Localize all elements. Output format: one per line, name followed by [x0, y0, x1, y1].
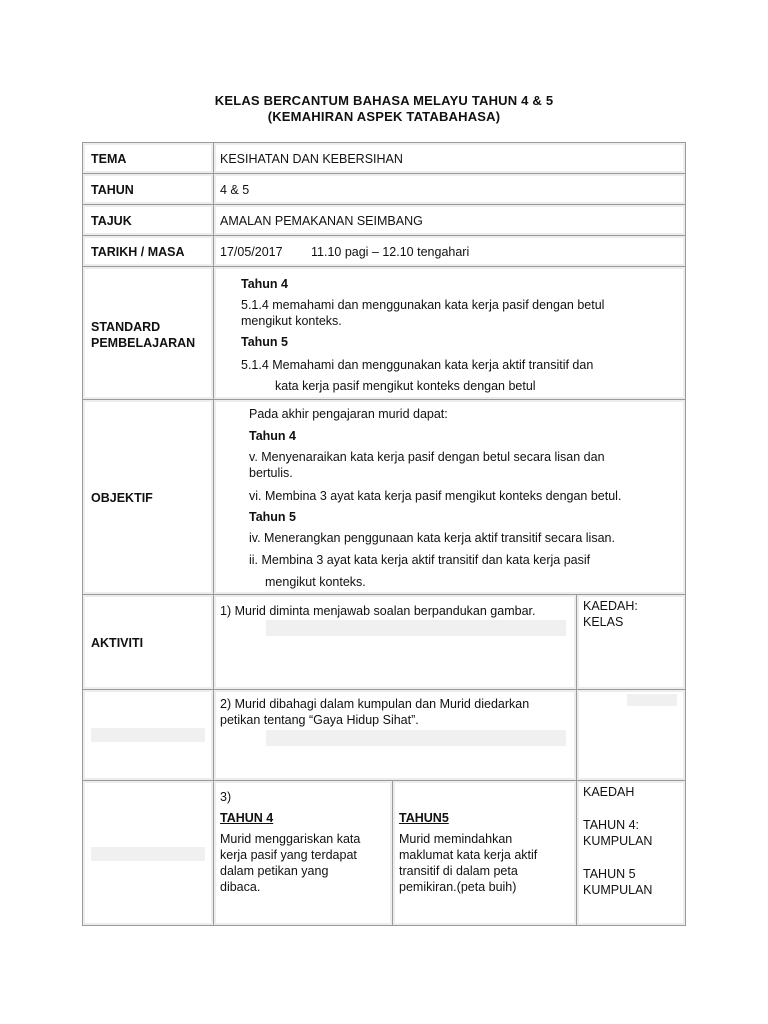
tarikh-value-cell	[213, 235, 686, 267]
tema-value: KESIHATAN DAN KEBERSIHAN	[220, 152, 403, 166]
aktiviti-step1-kaedah-line2: KELAS	[583, 615, 624, 629]
tarikh-date: 17/05/2017	[220, 245, 283, 259]
objektif-label: OBJEKTIF	[91, 491, 153, 505]
blank-line	[266, 730, 566, 746]
objektif-item-v-line2: bertulis.	[249, 466, 293, 480]
objektif-t4-heading: Tahun 4	[249, 429, 296, 443]
aktiviti-step3-kaedah-t5-line1: TAHUN 5	[583, 867, 636, 881]
aktiviti-row2-label-cell	[82, 689, 214, 781]
aktiviti-step3-t4-line2: kerja pasif yang terdapat	[220, 848, 357, 862]
aktiviti-step3-t5-line3: transitif di dalam peta	[399, 864, 518, 878]
tahun-label: TAHUN	[91, 183, 134, 197]
standard-label-line2: PEMBELAJARAN	[91, 336, 196, 350]
aktiviti-step1: 1) Murid diminta menjawab soalan berpandukan gambar.	[220, 604, 536, 618]
standard-t4-line1: 5.1.4 memahami dan menggunakan kata kerja pasif dengan betul	[241, 298, 605, 312]
objektif-item-iv: iv. Menerangkan penggunaan kata kerja aktif transitif secara lisan.	[249, 531, 615, 545]
tajuk-value: AMALAN PEMAKANAN SEIMBANG	[220, 214, 423, 228]
blank-line	[91, 728, 205, 742]
tajuk-value-cell	[213, 204, 686, 236]
aktiviti-step2-cell	[213, 689, 577, 781]
objektif-label-cell	[82, 399, 214, 595]
aktiviti-step3-t5-line1: Murid memindahkan	[399, 832, 513, 846]
aktiviti-step1-kaedah-cell	[576, 594, 686, 690]
objektif-item-ii-line1: ii. Membina 3 ayat kata kerja aktif transitif dan kata kerja pasif	[249, 553, 591, 567]
tahun-label-cell	[82, 173, 214, 205]
objektif-intro: Pada akhir pengajaran murid dapat:	[249, 407, 448, 421]
aktiviti-step3-kaedah-cell	[576, 780, 686, 926]
standard-t4-heading: Tahun 4	[241, 277, 288, 291]
aktiviti-step3-t4-line4: dibaca.	[220, 880, 261, 894]
aktiviti-label-cell	[82, 594, 214, 690]
blank-line	[91, 847, 205, 861]
tema-value-cell	[213, 142, 686, 174]
objektif-t5-heading: Tahun 5	[249, 510, 296, 524]
aktiviti-step1-kaedah-line1: KAEDAH:	[583, 599, 638, 613]
aktiviti-step3-kaedah-t4-line1: TAHUN 4:	[583, 818, 640, 832]
tarikh-label: TARIKH / MASA	[91, 245, 185, 259]
standard-label-line1: STANDARD	[91, 320, 161, 334]
aktiviti-step2-line2: petikan tentang “Gaya Hidup Sihat”.	[220, 713, 419, 727]
aktiviti-row3-label-cell	[82, 780, 214, 926]
aktiviti-step3-kaedah: KAEDAH	[583, 785, 635, 799]
tajuk-label: TAJUK	[91, 214, 132, 228]
aktiviti-step3-t4-line1: Murid menggariskan kata	[220, 832, 361, 846]
blank-line	[266, 620, 566, 636]
objektif-content-cell	[213, 399, 686, 595]
aktiviti-step3-t4-line3: dalam petikan yang	[220, 864, 329, 878]
aktiviti-step3-kaedah-t4-line2: KUMPULAN	[583, 834, 653, 848]
standard-label-cell	[82, 266, 214, 400]
tahun-value: 4 & 5	[220, 183, 250, 197]
tema-label: TEMA	[91, 152, 127, 166]
standard-t5-heading: Tahun 5	[241, 335, 288, 349]
aktiviti-step3-t5-line2: maklumat kata kerja aktif	[399, 848, 538, 862]
aktiviti-step3-t4-cell	[213, 780, 393, 926]
aktiviti-step3-t5-heading: TAHUN5	[399, 811, 449, 825]
standard-content-cell	[213, 266, 686, 400]
blank-line	[627, 694, 677, 706]
aktiviti-step3-t5-cell	[392, 780, 577, 926]
standard-t5-line2: kata kerja pasif mengikut konteks dengan betul	[275, 379, 536, 393]
aktiviti-step2-line1: 2) Murid dibahagi dalam kumpulan dan Murid diedarkan	[220, 697, 530, 711]
objektif-item-ii-line2: mengikut konteks.	[265, 575, 366, 589]
objektif-item-v-line1: v. Menyenaraikan kata kerja pasif dengan betul secara lisan dan	[249, 450, 605, 464]
aktiviti-step3-kaedah-t5-line2: KUMPULAN	[583, 883, 653, 897]
tarikh-time: 11.10 pagi – 12.10 tengahari	[311, 245, 470, 259]
objektif-item-vi: vi. Membina 3 ayat kata kerja pasif mengikut konteks dengan betul.	[249, 489, 622, 503]
standard-t5-line1: 5.1.4 Memahami dan menggunakan kata kerja aktif transitif dan	[241, 358, 594, 372]
aktiviti-step1-cell	[213, 594, 577, 690]
standard-t4-line2: mengikut konteks.	[241, 314, 342, 328]
tajuk-label-cell	[82, 204, 214, 236]
tahun-value-cell	[213, 173, 686, 205]
document-title: KELAS BERCANTUM BAHASA MELAYU TAHUN 4 & 5	[214, 93, 554, 108]
tema-label-cell	[82, 142, 214, 174]
aktiviti-step3-t5-line4: pemikiran.(peta buih)	[399, 880, 517, 894]
aktiviti-step3-number: 3)	[220, 790, 232, 804]
aktiviti-step3-t4-heading: TAHUN 4	[220, 811, 274, 825]
aktiviti-step2-kaedah-cell	[576, 689, 686, 781]
aktiviti-label: AKTIVITI	[91, 636, 144, 650]
tarikh-label-cell	[82, 235, 214, 267]
document-subtitle: (KEMAHIRAN ASPEK TATABAHASA)	[267, 109, 501, 124]
